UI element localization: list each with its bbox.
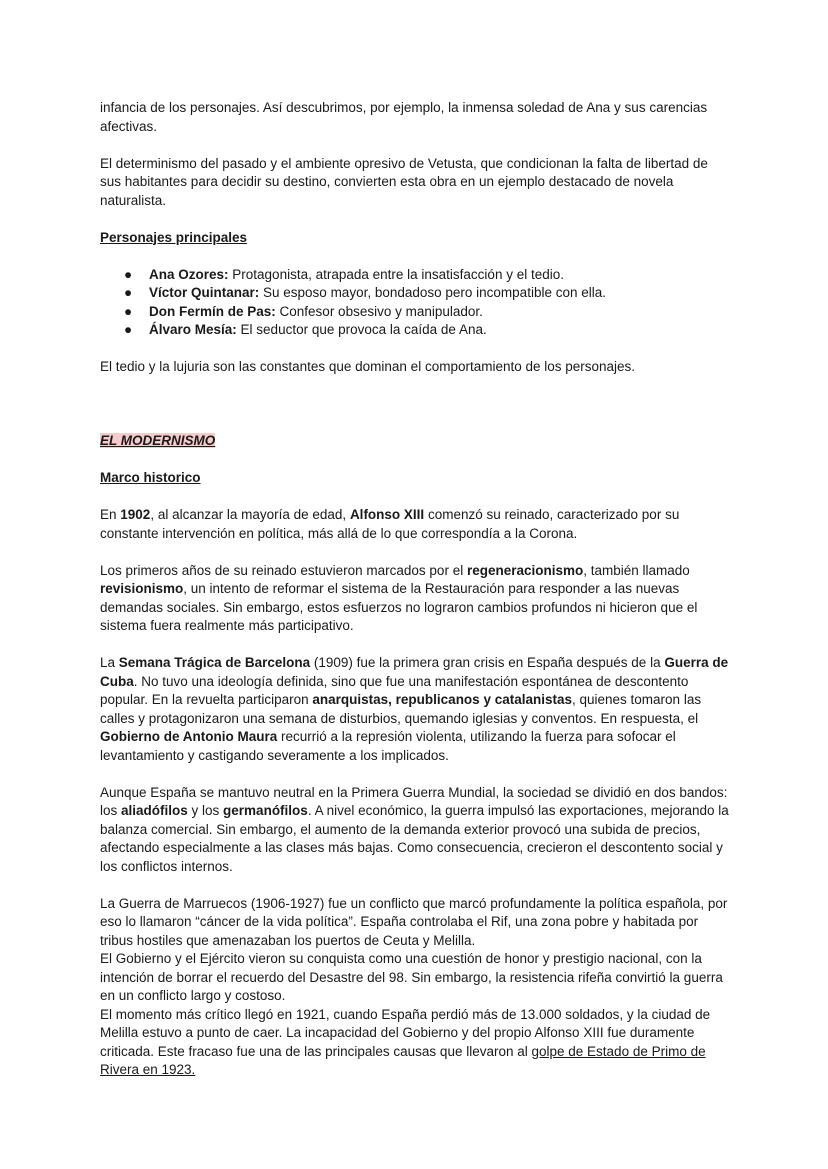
personajes-closing: El tedio y la lujuria son las constantes que dominan el comportamiento de los personajes. <box>100 359 636 374</box>
marco-paragraph-3: La Semana Trágica de Barcelona (1909) fue la primera gran crisis en España después de la Guerra de Cuba. No tuvo una ideología definida, sino que fue una manifestación espontánea de descontento popular. En la revuelta participaron anarquistas, republicanos y catalanistas, quienes tomaron las calles y protagonizaron una semana de disturbios, quemando iglesias y conventos. En respuesta, el Gobierno de Antonio Maura recurrió a la represión violenta, utilizando la fuerza para sofocar el levantamiento y castigando severamente a los implicados. <box>100 655 729 763</box>
character-name: Víctor Quintanar: <box>149 285 260 300</box>
list-item <box>100 284 730 303</box>
marruecos-line-2: El Gobierno y el Ejército vieron su conquista como una cuestión de honor y prestigio nacional, con la intención de borrar el recuerdo del Desastre del 98. Sin embargo, la resistencia rifeña convirtió la guerra en un conflicto largo y costoso. <box>100 951 723 1003</box>
section-title-highlight: EL MODERNISMO <box>100 433 216 448</box>
intro-paragraph-1: infancia de los personajes. Así descubrimos, por ejemplo, la inmensa soledad de Ana y sus carencias afectivas. <box>100 100 708 134</box>
marco-paragraph-1: En 1902, al alcanzar la mayoría de edad, Alfonso XIII comenzó su reinado, caracterizado por su constante intervención en política, más allá de lo que correspondía a la Corona. <box>100 507 680 541</box>
section-spacer <box>100 395 730 432</box>
character-name: Don Fermín de Pas: <box>149 303 276 319</box>
marruecos-line-3: El momento más crítico llegó en 1921, cuando España perdió más de 13.000 soldados, y la ciudad de Melilla estuvo a punto de caer. La incapacidad del Gobierno y del propio Alfonso XIII fue duramente criticada. Este fracaso fue una de las principales causas que llevaron al golpe de Estado de Primo de Rivera en 1923. <box>100 1006 711 1077</box>
marruecos-line-1: La Guerra de Marruecos (1906-1927) fue un conflicto que marcó profundamente la política española, por eso lo llamaron “cáncer de la vida política”. España controlaba el Rif, una zona pobre y habitada por tribus hostiles que amenazaban los puertos de Ceuta y Melilla. <box>100 895 728 948</box>
bold-term: Semana Trágica de Barcelona <box>118 655 311 670</box>
bold-term: Gobierno de Antonio Maura <box>100 729 278 744</box>
intro-paragraph-2: El determinismo del pasado y el ambiente opresivo de Vetusta, que condicionan la falta de libertad de sus habitantes para decidir su destino, convierten esta obra en un ejemplo destacado de novela naturalista. <box>100 155 708 208</box>
bullet-icon: ● <box>124 266 133 282</box>
marco-paragraph-4: Aunque España se mantuvo neutral en la Primera Guerra Mundial, la sociedad se dividió en dos bandos: los aliadófilos y los germanófilos. A nivel económico, la guerra impulsó las exportaciones, mejorando la balanza comercial. Sin embargo, el aumento de la demanda exterior provocó una subida de precios, afectando especialmente a las clases más bajas. Como consecuencia, crecieron el descontento social y los conflictos internos. <box>100 784 729 874</box>
personajes-list <box>100 266 730 340</box>
bold-term: Guerra de Cuba <box>100 655 729 689</box>
list-item <box>100 303 730 322</box>
bold-term: germanófilos <box>223 803 308 818</box>
marco-heading: Marco historico <box>100 470 201 485</box>
character-desc: Protagonista, atrapada entre la insatisfacción y el tedio. <box>228 266 564 282</box>
section-title <box>100 432 730 451</box>
list-item <box>100 266 730 285</box>
bold-term: regeneracionismo <box>466 562 584 578</box>
bullet-icon: ● <box>124 322 133 337</box>
golpe-estado-link[interactable]: golpe de Estado de Primo de Rivera en 1923. <box>100 1043 706 1077</box>
character-desc: Confesor obsesivo y manipulador. <box>275 303 483 319</box>
marco-paragraph-2: Los primeros años de su reinado estuvieron marcados por el regeneracionismo, también llamado revisionismo, un intento de reformar el sistema de la Restauración para responder a las nuevas demandas sociales. Sin embargo, estos esfuerzos no lograron cambios profundos ni hicieron que el sistema fuera realmente más participativo. <box>100 562 698 633</box>
character-desc: Su esposo mayor, bondadoso pero incompatible con ella. <box>259 285 606 300</box>
document-body <box>100 99 730 1080</box>
character-name: Ana Ozores: <box>149 266 229 282</box>
bullet-icon: ● <box>124 303 133 319</box>
bold-term: revisionismo <box>100 581 184 596</box>
personajes-heading: Personajes principales <box>100 229 248 245</box>
marco-paragraph-5 <box>100 895 730 1080</box>
bold-term: 1902 <box>120 507 151 522</box>
list-item <box>100 321 730 340</box>
bullet-icon: ● <box>124 285 133 300</box>
character-desc: El seductor que provoca la caída de Ana. <box>236 322 487 337</box>
bold-term: anarquistas, republicanos y catalanistas <box>312 692 572 707</box>
character-name: Álvaro Mesía: <box>149 322 237 337</box>
bold-term: aliadófilos <box>121 803 188 818</box>
bold-term: Alfonso XIII <box>349 507 425 522</box>
